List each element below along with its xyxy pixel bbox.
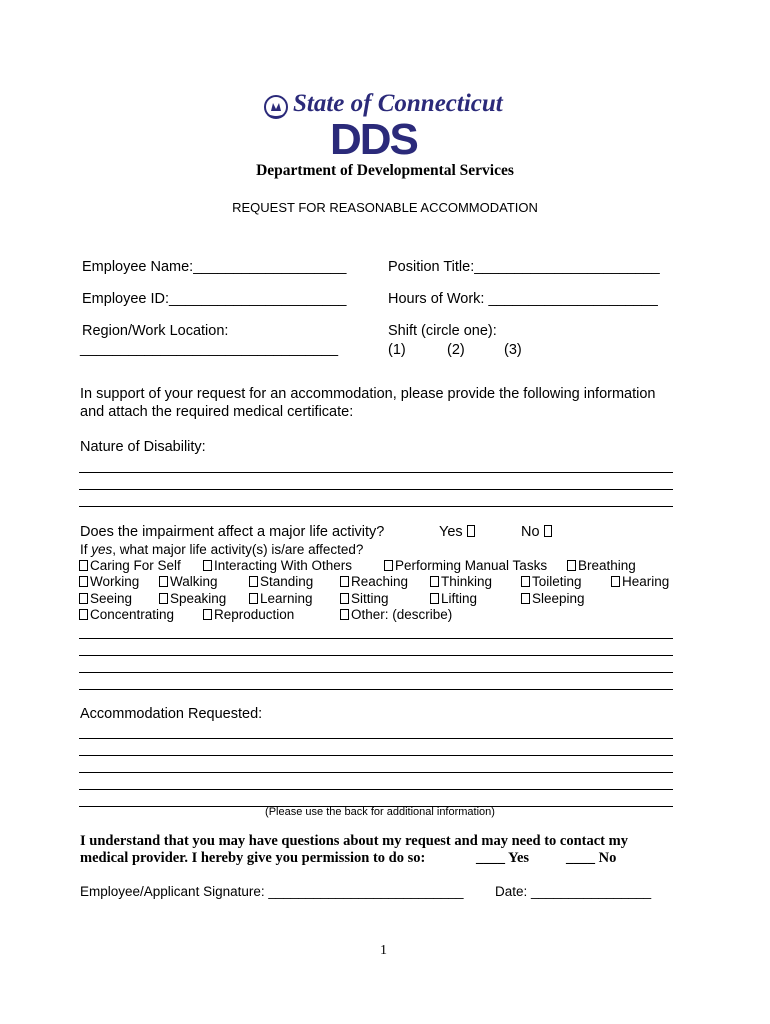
disability-label: Nature of Disability: [80,439,206,455]
checkbox-icon[interactable] [340,576,349,587]
if-yes-prompt [80,542,363,557]
activity-label: Sitting [351,591,389,606]
region-location-label: Region/Work Location: [82,323,229,339]
activity-label: Sleeping [532,591,585,606]
shift-option-2[interactable]: (2) [447,342,465,358]
impairment-question: Does the impairment affect a major life activity? [80,524,385,540]
consent-yes[interactable]: ____ Yes [476,850,530,866]
activity-label: Other: (describe) [351,607,453,622]
checkbox-icon[interactable] [159,576,168,587]
checkbox-icon[interactable] [521,576,530,587]
activity-label: Working [90,574,140,589]
yes-checkbox[interactable] [467,525,475,537]
checkbox-icon[interactable] [203,609,212,620]
activity-label: Lifting [441,591,478,606]
if-yes-emphasis: yes [91,542,113,557]
activity-label: Speaking [170,591,227,606]
checkbox-icon[interactable] [611,576,620,587]
activity-label: Toileting [532,574,582,589]
position-title-field[interactable]: Position Title:_______________________ [388,259,660,275]
checkbox-icon[interactable] [79,609,88,620]
other-line-2[interactable] [79,655,673,656]
page-number: 1 [380,943,387,958]
shift-option-1[interactable]: (1) [388,342,406,358]
region-location-field[interactable]: ________________________________ [80,341,339,357]
accommodation-line-3[interactable] [79,772,673,773]
consent-line-1: I understand that you may have questions about my request and may need to contact my [80,833,628,849]
activity-reproduction[interactable] [203,607,294,622]
consent-line-2: medical provider. I hereby give you permission to do so: [80,850,426,866]
state-name: State of Connecticut [293,90,503,117]
checkbox-icon[interactable] [79,576,88,587]
consent-no[interactable]: ____ No [566,850,617,866]
checkbox-icon[interactable] [249,576,258,587]
checkbox-icon[interactable] [79,593,88,604]
activity-label: Thinking [441,574,493,589]
activity-standing[interactable] [249,574,313,589]
hours-of-work-field[interactable]: Hours of Work: _____________________ [388,291,658,307]
disability-line-2[interactable] [79,489,673,490]
checkbox-icon[interactable] [430,593,439,604]
checkbox-icon[interactable] [340,593,349,604]
activity-manual-tasks[interactable] [384,558,547,573]
date-field[interactable]: Date: ________________ [495,884,652,899]
activity-label: Standing [260,574,314,589]
activity-breathing[interactable] [567,558,636,573]
shift-option-3[interactable]: (3) [504,342,522,358]
impairment-no[interactable] [521,524,552,540]
activity-label: Caring For Self [90,558,181,573]
activity-working[interactable] [79,574,139,589]
accommodation-line-2[interactable] [79,755,673,756]
employee-name-field[interactable]: Employee Name:___________________ [82,259,347,275]
impairment-yes-label: Yes [439,524,463,540]
activity-speaking[interactable] [159,591,226,606]
other-line-3[interactable] [79,672,673,673]
accommodation-label: Accommodation Requested: [80,706,263,722]
other-line-1[interactable] [79,638,673,639]
other-line-4[interactable] [79,689,673,690]
shift-label: Shift (circle one): [388,323,497,339]
checkbox-icon[interactable] [430,576,439,587]
accommodation-line-4[interactable] [79,789,673,790]
activity-thinking[interactable] [430,574,492,589]
activity-caring-for-self[interactable] [79,558,181,573]
activity-label: Performing Manual Tasks [395,558,548,573]
checkbox-icon[interactable] [384,560,393,571]
state-seal-icon [263,94,289,120]
disability-line-1[interactable] [79,472,673,473]
activity-reaching[interactable] [340,574,408,589]
impairment-yes[interactable] [439,524,475,540]
activity-toileting[interactable] [521,574,582,589]
no-checkbox[interactable] [544,525,552,537]
activity-concentrating[interactable] [79,607,174,622]
activity-learning[interactable] [249,591,313,606]
intro-line-1: In support of your request for an accommodation, please provide the following information [80,386,656,402]
checkbox-icon[interactable] [203,560,212,571]
activity-label: Concentrating [90,607,175,622]
intro-line-2: and attach the required medical certificate: [80,404,354,420]
activity-label: Seeing [90,591,133,606]
dds-logo: DDS [330,115,417,164]
activity-label: Learning [260,591,313,606]
employee-id-field[interactable]: Employee ID:______________________ [82,291,347,307]
if-yes-prefix: If [80,542,92,557]
department-name: Department of Developmental Services [256,162,514,179]
activity-label: Walking [170,574,218,589]
activity-sitting[interactable] [340,591,389,606]
activity-walking[interactable] [159,574,218,589]
disability-line-3[interactable] [79,506,673,507]
checkbox-icon[interactable] [340,609,349,620]
activity-other[interactable] [340,607,452,622]
if-yes-suffix: , what major life activity(s) is/are affected? [112,542,364,557]
impairment-no-label: No [521,524,540,540]
back-note: (Please use the back for additional information) [265,806,495,818]
activity-label: Hearing [622,574,670,589]
checkbox-icon[interactable] [521,593,530,604]
checkbox-icon[interactable] [159,593,168,604]
activity-label: Reproduction [214,607,295,622]
activity-seeing[interactable] [79,591,132,606]
activity-sleeping[interactable] [521,591,585,606]
activity-label: Reaching [351,574,409,589]
form-title: REQUEST FOR REASONABLE ACCOMMODATION [232,200,538,215]
activity-hearing[interactable] [611,574,669,589]
accommodation-line-1[interactable] [79,738,673,739]
activity-lifting[interactable] [430,591,477,606]
checkbox-icon[interactable] [567,560,576,571]
checkbox-icon[interactable] [79,560,88,571]
activity-label: Interacting With Others [214,558,353,573]
activity-label: Breathing [578,558,636,573]
signature-field[interactable]: Employee/Applicant Signature: __________________________ [80,884,464,899]
checkbox-icon[interactable] [249,593,258,604]
activity-interacting[interactable] [203,558,352,573]
